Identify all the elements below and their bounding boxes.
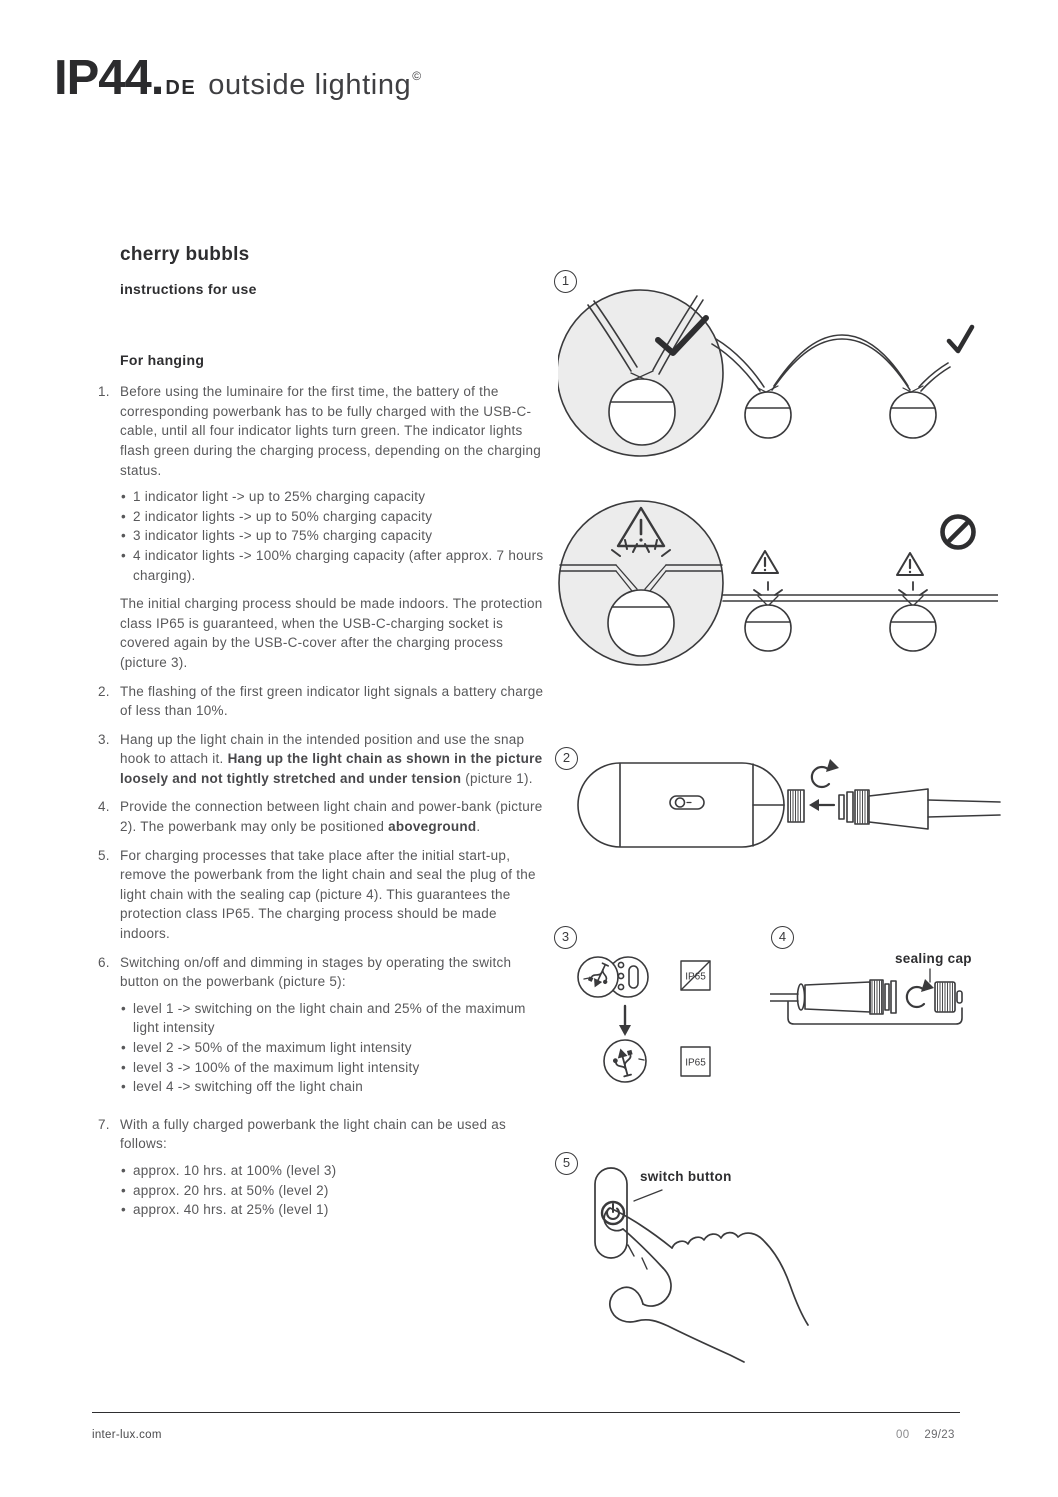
brand-name: IP44. bbox=[54, 51, 164, 105]
step-number: 7. bbox=[98, 1116, 110, 1132]
warning-triangle-icon bbox=[752, 551, 778, 573]
list-item: • level 2 -> 50% of the maximum light intensity bbox=[120, 1038, 546, 1058]
light-chain-loose bbox=[712, 335, 950, 438]
runtime-list bbox=[120, 1161, 546, 1220]
step-7-text: With a fully charged powerbank the light chain can be used as follows: bbox=[120, 1116, 506, 1152]
list-item: • approx. 10 hrs. at 100% (level 3) bbox=[120, 1161, 546, 1181]
step-2 bbox=[98, 682, 546, 721]
bubble-lamp bbox=[609, 379, 675, 445]
section-heading: For hanging bbox=[120, 351, 205, 368]
step-3-text bbox=[120, 730, 546, 789]
list-item: • 2 indicator lights -> up to 50% charging capacity bbox=[120, 507, 546, 527]
copyright-mark: © bbox=[412, 69, 422, 83]
brand-domain: DE bbox=[165, 77, 197, 99]
figure-3-marker: 3 bbox=[554, 926, 577, 949]
doc-subtitle: instructions for use bbox=[120, 281, 257, 297]
figure-4-marker: 4 bbox=[771, 926, 794, 949]
arrow-down-icon bbox=[619, 1006, 631, 1036]
brand-tagline: outside lighting bbox=[208, 69, 412, 101]
figure-1-correct-hanging bbox=[558, 288, 998, 488]
step-3-bold: Hang up the light chain as shown in the picture loosely and not tightly stretched and under tension bbox=[120, 751, 543, 786]
powerbank-body bbox=[578, 763, 804, 847]
footer-doc-number: 00 bbox=[896, 1429, 910, 1441]
step-4-pre: Provide the connection between light chain and power-bank (picture 2). The powerbank may only be positioned bbox=[120, 799, 543, 835]
list-item: • level 1 -> switching on the light chain and 25% of the maximum light intensity bbox=[120, 999, 546, 1038]
usb-socket-closed bbox=[604, 1040, 646, 1082]
footer-doc-info bbox=[896, 1429, 955, 1441]
rotate-arrow-icon bbox=[812, 759, 839, 787]
ip65-label: IP65 bbox=[685, 1057, 706, 1069]
step-4-bold: aboveground bbox=[388, 819, 477, 835]
ip65-crossed-badge bbox=[681, 961, 710, 990]
charging-capacity-list bbox=[120, 487, 546, 585]
switch-button-label: switch button bbox=[640, 1169, 732, 1184]
figure-3-usb-cover bbox=[558, 948, 763, 1088]
step-1-text: Before using the luminaire for the first time, the battery of the corresponding powerbank has to be fully charged with the USB-C-cable, until all four indicator lights turn green. The indicator lights flash green during the charging process, depending on the charging status. bbox=[120, 384, 542, 478]
figure-1-marker: 1 bbox=[554, 270, 577, 293]
step-6-text: Switching on/off and dimming in stages by operating the switch button on the powerbank (picture 5): bbox=[120, 954, 512, 990]
ip65-badge bbox=[681, 1047, 710, 1076]
bubble-lamp bbox=[745, 392, 791, 438]
step-1 bbox=[98, 382, 546, 672]
dim-level-list bbox=[120, 999, 546, 1097]
step-4-text bbox=[120, 797, 546, 836]
footer-divider bbox=[92, 1412, 960, 1413]
chain-plug bbox=[839, 789, 1000, 829]
list-item: • 3 indicator lights -> up to 75% charging capacity bbox=[120, 526, 546, 546]
step-3-post: (picture 1). bbox=[461, 770, 533, 786]
light-chain-tight bbox=[723, 551, 998, 651]
step-1-note: The initial charging process should be made indoors. The protection class IP65 is guaranteed, when the USB-C-charging socket is covered again by the USB-C-cover after the charging process (picture 3). bbox=[120, 596, 543, 670]
step-3-pre: Hang up the light chain in the intended position and use the snap hook to attach it. bbox=[120, 731, 525, 767]
step-number: 3. bbox=[98, 731, 110, 747]
footer-website: inter-lux.com bbox=[92, 1429, 162, 1441]
threaded-connector bbox=[788, 790, 804, 822]
step-number: 6. bbox=[98, 954, 110, 970]
step-2-text: The flashing of the first green indicator light signals a battery charge of less than 10%. bbox=[120, 683, 544, 719]
checkmark-icon bbox=[949, 327, 972, 351]
step-4 bbox=[98, 797, 546, 836]
instructions-column bbox=[98, 243, 546, 1238]
brand-logo bbox=[54, 50, 421, 106]
list-item: • level 4 -> switching off the light chain bbox=[120, 1077, 546, 1097]
zoom-circle bbox=[558, 290, 723, 456]
list-item: • 4 indicator lights -> 100% charging capacity (after approx. 7 hours charging). bbox=[120, 546, 546, 585]
list-item: • level 3 -> 100% of the maximum light intensity bbox=[120, 1058, 546, 1078]
step-number: 2. bbox=[98, 683, 110, 699]
zoom-circle bbox=[559, 501, 723, 665]
figure-2-powerbank-connection bbox=[558, 752, 1003, 864]
step-4-post: . bbox=[476, 819, 481, 835]
pointing-hand bbox=[604, 1208, 808, 1362]
bubble-lamp bbox=[608, 590, 674, 656]
bubble-lamp bbox=[745, 605, 791, 651]
warning-triangle-icon bbox=[897, 553, 923, 575]
product-title: cherry bubbls bbox=[120, 244, 250, 265]
rotate-arrow-icon bbox=[907, 979, 934, 1007]
stress-marks bbox=[754, 582, 927, 595]
step-6 bbox=[98, 953, 546, 1106]
step-number: 4. bbox=[98, 799, 110, 815]
step-5 bbox=[98, 846, 546, 944]
step-number: 1. bbox=[98, 384, 110, 400]
bubble-lamp bbox=[890, 392, 936, 438]
figure-wrong-hanging bbox=[558, 492, 998, 692]
step-5-text: For charging processes that take place after the initial start-up, remove the powerbank from the light chain and seal the plug of the light chain with the sealing cap (picture 4). This guarantees the protection class IP65. The charging process should be made indoors. bbox=[120, 847, 536, 942]
figure-5-switch-button bbox=[558, 1158, 843, 1398]
arrow-left-icon bbox=[809, 799, 834, 811]
figure-5-marker: 5 bbox=[555, 1152, 578, 1175]
sealing-cap-label: sealing cap bbox=[895, 951, 972, 966]
list-item: • approx. 20 hrs. at 50% (level 2) bbox=[120, 1181, 546, 1201]
step-number: 5. bbox=[98, 847, 110, 863]
switch-button-device bbox=[595, 1168, 627, 1258]
sealing-cap bbox=[935, 982, 962, 1012]
footer-doc-code: 29/23 bbox=[924, 1429, 955, 1441]
bubble-lamp bbox=[890, 605, 936, 651]
step-3 bbox=[98, 730, 546, 789]
figure-2-marker: 2 bbox=[555, 747, 578, 770]
list-item: • 1 indicator light -> up to 25% charging capacity bbox=[120, 487, 546, 507]
figure-4-sealing-cap bbox=[770, 946, 1010, 1046]
usb-socket-open bbox=[578, 957, 648, 997]
ip65-crossed-label: IP65 bbox=[685, 971, 706, 983]
label-leader-line bbox=[634, 1190, 662, 1201]
chain-plug bbox=[770, 980, 896, 1014]
prohibition-icon bbox=[943, 517, 974, 548]
list-item: • approx. 40 hrs. at 25% (level 1) bbox=[120, 1200, 546, 1220]
step-7 bbox=[98, 1115, 546, 1229]
